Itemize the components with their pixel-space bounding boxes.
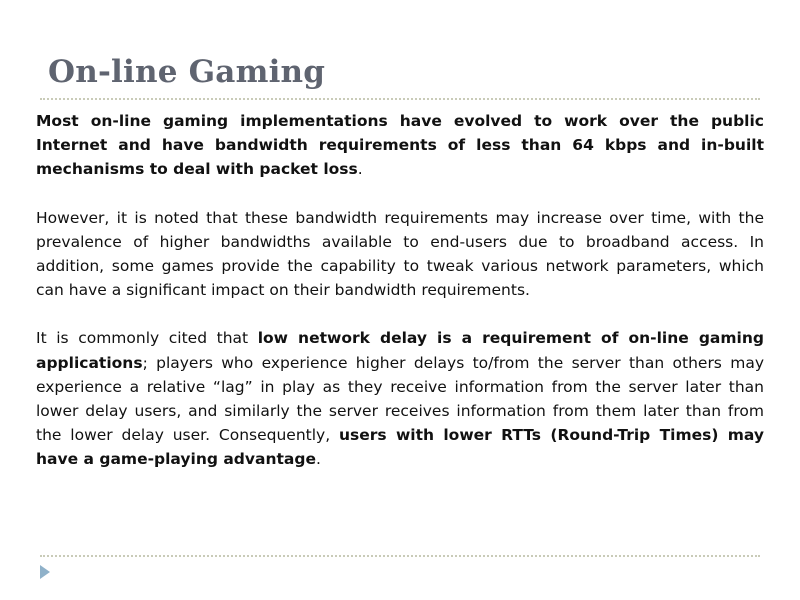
paragraph-delay — [36, 326, 764, 471]
text-span: . — [357, 160, 363, 179]
triangle-right-icon[interactable] — [40, 565, 50, 579]
text-span: . — [315, 450, 321, 469]
text-span-bold: users with lower RTTs (Round-Trip Times) may have a game-playing advantage — [36, 426, 765, 469]
slide-title: On-line Gaming — [48, 54, 326, 90]
footer-divider — [40, 555, 760, 557]
text-span: However, it is noted that these bandwidth requirements may increase over time, with the prevalence of higher bandwidths available to end-users due to broadband access. In addition, some games provide the capability to tweak various network parameters, which can have a significant impact on their bandwidth requirements. — [36, 208, 764, 300]
title-divider — [40, 98, 760, 100]
text-span: It is commonly cited that — [36, 329, 258, 348]
text-span-bold: low network delay is a requirement of on-line gaming applications — [36, 329, 764, 372]
paragraph-bandwidth — [36, 109, 764, 182]
text-span: ; players who experience higher delays to/from the server than others may experience a relative “lag” in play as they receive information from the server later than lower delay users, and similarly the server receives information from them later than from the lower delay user. Consequently, — [36, 353, 764, 445]
paragraph-increase — [36, 206, 764, 303]
text-span-bold: Most on-line gaming implementations have evolved to work over the public Internet and have bandwidth requirements of less than 64 kbps and in-built mechanisms to deal with packet loss — [36, 112, 764, 179]
body-text — [36, 109, 764, 496]
